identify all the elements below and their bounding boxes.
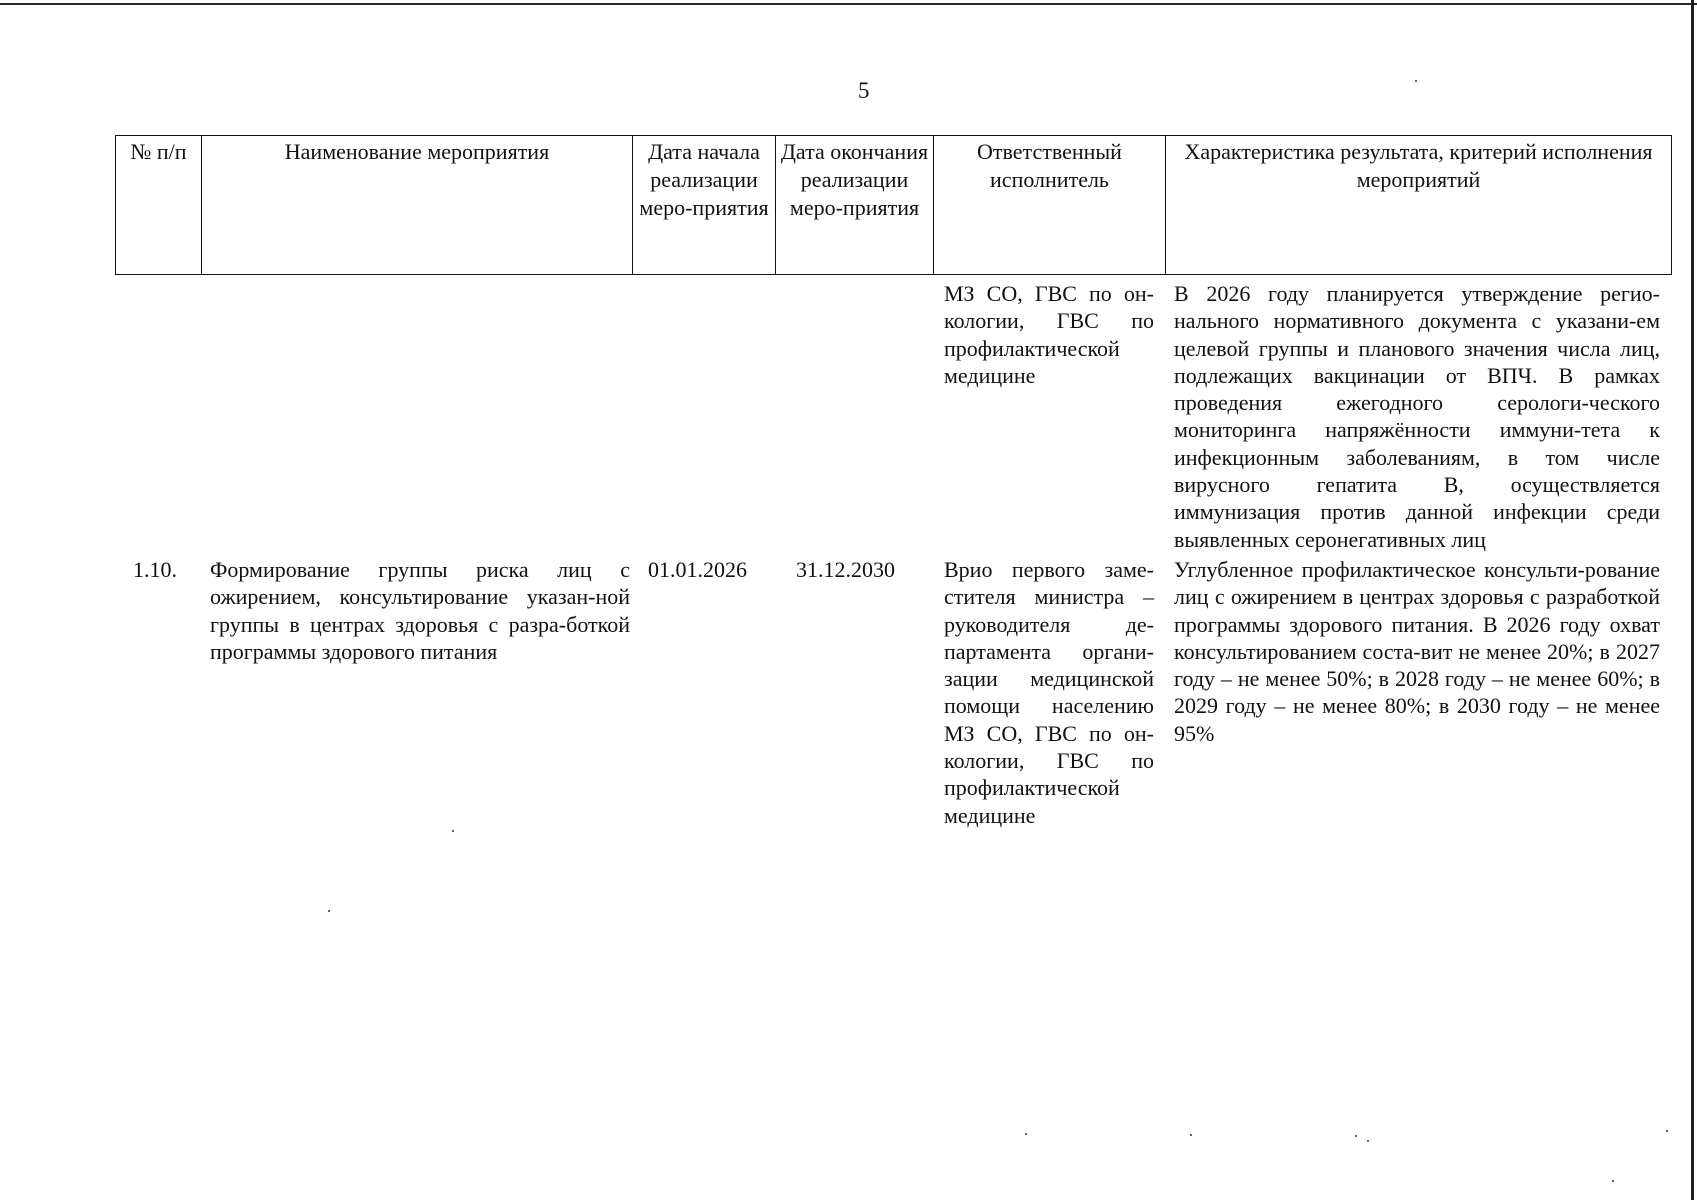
scan-speck <box>1612 1180 1614 1182</box>
scan-speck <box>1415 80 1417 82</box>
scan-speck <box>1367 1140 1369 1142</box>
header-col-result: Характеристика результата, критерий исполнения мероприятий <box>1166 136 1672 275</box>
table-header <box>115 135 1672 275</box>
header-col-executor: Ответственный исполнитель <box>934 136 1166 275</box>
scan-speck <box>452 830 454 832</box>
header-row <box>116 136 1672 275</box>
row-1-result: В 2026 году планируется утверждение регио-нального нормативного документа с указани-ем целевой группы и планового значения числа лиц, подлежащих вакцинации от ВПЧ. В рамках проведения ежегодного серологи-ческого мониторинга напряжённости иммуни-тета к инфекционным заболеваниям, в том числе вирусного гепатита В, осуществляется иммунизация против данной инфекции среди выявленных серонегативных лиц <box>1174 281 1660 552</box>
scan-edge-top <box>0 3 1697 5</box>
row-2-end-date: 31.12.2030 <box>796 557 895 582</box>
row-2-number: 1.10. <box>133 557 177 582</box>
header-col-number: № п/п <box>116 136 202 275</box>
row-2-result: Углубленное профилактическое консульти-рование лиц с ожирением в центрах здоровья с разработкой программы здорового питания. В 2026 году охват консультированием соста-вит не менее 20%; в 2027 году – не менее 50%; в 2028 году – не менее 60%; в 2029 году – не менее 80%; в 2030 году – не менее 95% <box>1174 557 1660 746</box>
scan-speck <box>1190 1134 1192 1136</box>
header-col-start-date: Дата начала реализации меро-приятия <box>633 136 776 275</box>
scan-speck <box>328 910 330 912</box>
row-2-executor: Врио первого заме-стителя министра – руководителя де-партамента органи-зации медицинской помощи населению МЗ СО, ГВС по он-кологии, ГВС по профилактической медицине <box>944 557 1154 828</box>
scan-speck <box>1355 1135 1357 1137</box>
page-number: 5 <box>858 78 870 103</box>
scan-speck <box>1666 1130 1668 1132</box>
header-col-end-date: Дата окончания реализации меро-приятия <box>776 136 934 275</box>
row-2-start-date: 01.01.2026 <box>648 557 747 582</box>
header-col-name: Наименование мероприятия <box>202 136 633 275</box>
row-1-executor: МЗ СО, ГВС по он-кологии, ГВС по профилактической медицине <box>944 281 1154 388</box>
row-2-name: Формирование группы риска лиц с ожирением, консультирование указан-ной группы в центрах здоровья с разра-боткой программы здорового питания <box>210 557 630 664</box>
scan-edge-right <box>1691 0 1694 1200</box>
scan-speck <box>1025 1133 1027 1135</box>
